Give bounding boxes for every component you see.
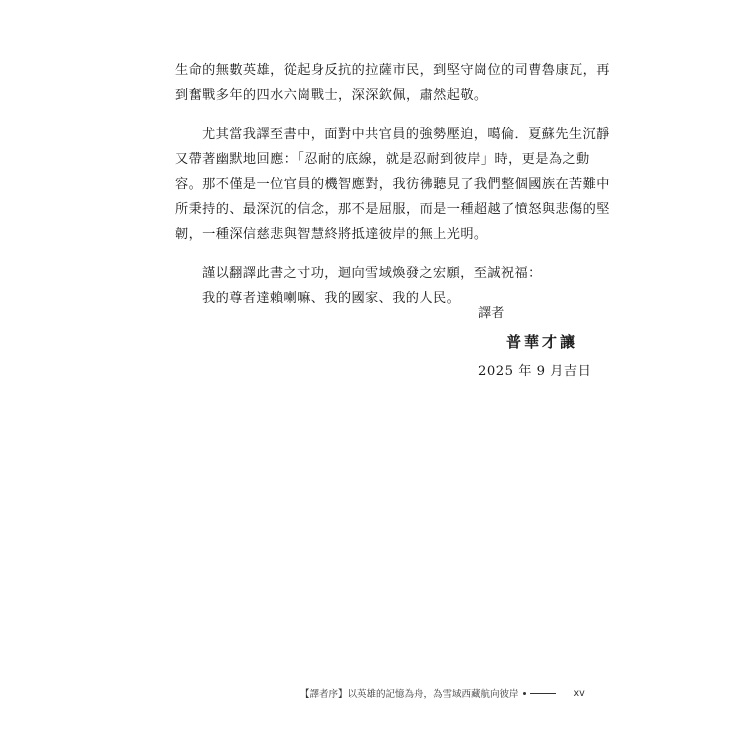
- text-line: 尤其當我譯至書中，面對中共官員的強勢壓迫，噶倫．夏蘇先生沉靜: [202, 127, 610, 142]
- paragraph-2: [175, 122, 610, 247]
- signature-date: 2025 年 9 月吉日: [478, 364, 592, 379]
- text-line: 容。那不僅是一位官員的機智應對，我彷彿聽見了我們整個國族在苦難中: [175, 177, 610, 192]
- text-line: 又帶著幽默地回應：「忍耐的底線，就是忍耐到彼岸」時，更是為之動: [175, 152, 590, 167]
- text-line: 所秉持的、最深沉的信念，那不是屈服，而是一種超越了憤怒與悲傷的堅: [175, 202, 610, 217]
- signature-role: 譯者: [478, 306, 505, 321]
- paragraph-1: [175, 58, 610, 108]
- text-line: 生命的無數英雄，從起身反抗的拉薩市民，到堅守崗位的司曹魯康瓦，再: [175, 63, 610, 78]
- translator-signature: [478, 302, 618, 384]
- running-footer: [300, 686, 585, 700]
- text-line: 謹以翻譯此書之寸功，迴向雪域煥發之宏願，至誠祝福：: [202, 266, 542, 281]
- body-text: [175, 58, 610, 311]
- bullet-icon: [523, 692, 526, 695]
- page-number: xv: [573, 687, 585, 699]
- text-line: 韌，一種深信慈悲與智慧終將抵達彼岸的無上光明。: [175, 227, 488, 242]
- running-title: 【譯者序】以英雄的記憶為舟，為雪域西藏航向彼岸: [300, 689, 519, 700]
- signature-name: 普華才讓: [506, 333, 579, 351]
- text-line: 我的尊者達賴喇嘛、我的國家、我的人民。: [202, 291, 461, 306]
- footer-rule: [530, 693, 556, 694]
- text-line: 到奮戰多年的四水六崗戰士，深深欽佩，肅然起敬。: [175, 88, 488, 103]
